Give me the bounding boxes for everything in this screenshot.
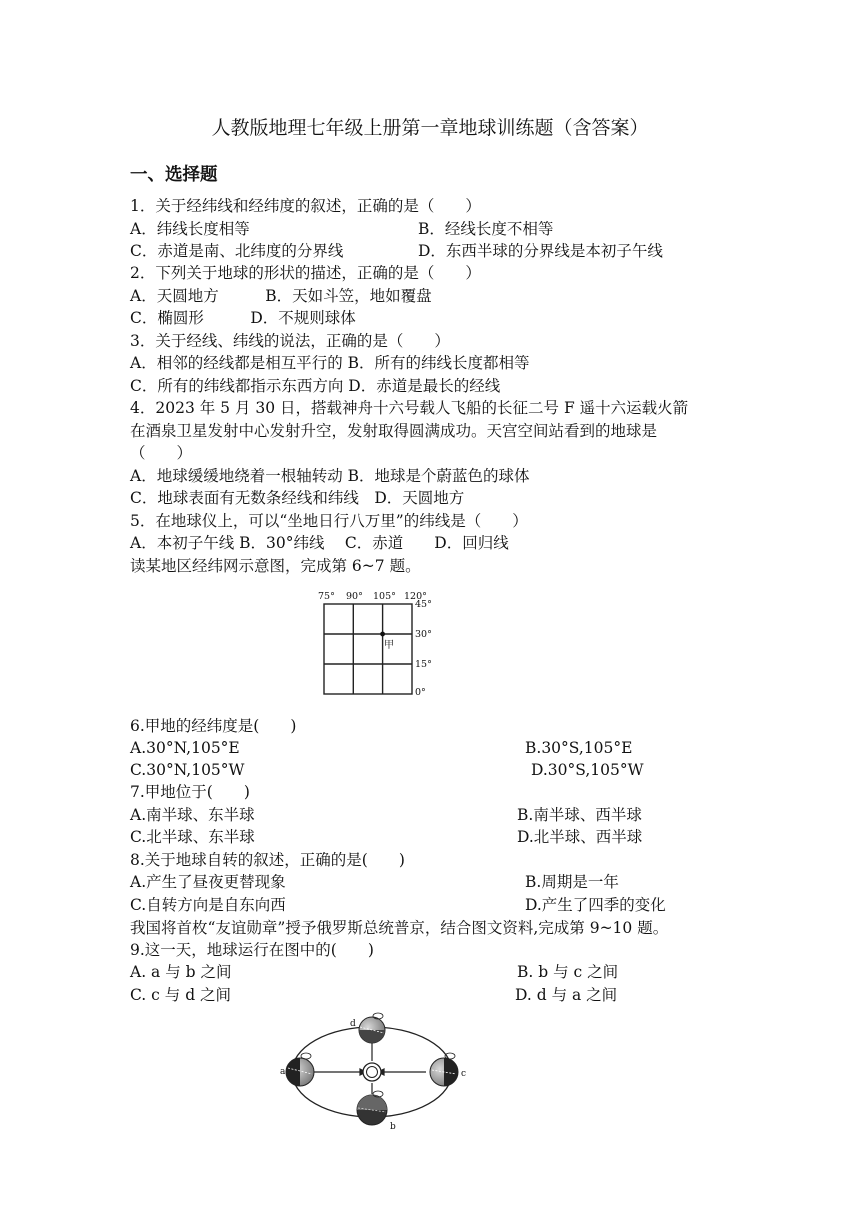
lat-label: 45° [415,599,432,610]
q5-stem: 5．在地球仪上，可以“坐地日行八万里”的纬线是（ ） [130,512,528,530]
lon-label: 120° [404,591,427,602]
q7-option-b: B.南半球、西半球 [517,806,642,824]
q8-option-b: B.周期是一年 [525,873,619,891]
earth-b-icon [357,1091,387,1125]
q1-option-d: D．东西半球的分界线是本初子午线 [418,242,663,260]
q1-stem: 1．关于经纬线和经纬度的叙述，正确的是（ ） [130,197,481,215]
q4-stem-line3: （ ） [130,444,193,462]
q6-option-d: D.30°S,105°W [531,761,644,779]
q3-options-ab: A．相邻的经线都是相互平行的 B．所有的纬线长度都相等 [130,354,530,372]
orbit-label-d: d [350,1019,356,1029]
lon-label: 90° [346,591,363,602]
q9-option-d: D. d 与 a 之间 [515,986,618,1004]
q6-option-c: C.30°N,105°W [130,761,245,779]
intro-6-7: 读某地区经纬网示意图，完成第 6~7 题。 [130,557,421,575]
q2-stem: 2．下列关于地球的形状的描述，正确的是（ ） [130,264,481,282]
q1-option-a: A．纬线长度相等 [130,220,250,238]
q5-options: A．本初子午线 B．30°纬线 C．赤道 D．回归线 [130,534,509,552]
point-jia-label: 甲 [384,640,394,651]
lat-label: 15° [415,659,432,670]
q8-option-a: A.产生了昼夜更替现象 [130,873,286,891]
intro-9-10: 我国将首枚“友谊勋章”授予俄罗斯总统普京，结合图文资料,完成第 9~10 题。 [130,919,669,937]
q6-stem: 6.甲地的经纬度是( ) [130,717,297,735]
orbit-label-a: a [280,1067,286,1077]
q2-options-ab: A．天圆地方 B．天如斗笠，地如覆盘 [130,287,432,305]
q2-options-cd: C．椭圆形 D．不规则球体 [130,309,356,327]
earth-d-icon [359,1013,385,1043]
lon-label: 75° [318,591,335,602]
earth-c-icon [430,1053,458,1086]
q4-options-ab: A．地球缓缓地绕着一根轴转动 B．地球是个蔚蓝色的球体 [130,467,530,485]
q9-option-a: A. a 与 b 之间 [130,963,232,981]
orbit-label-c: c [461,1069,467,1079]
q1-option-c: C．赤道是南、北纬度的分界线 [130,242,344,260]
q1-option-b: B．经线长度不相等 [418,220,554,238]
lon-label: 105° [373,591,396,602]
q3-stem: 3．关于经线、纬线的说法，正确的是（ ） [130,332,450,350]
q6-option-b: B.30°S,105°E [525,739,633,757]
section-heading: 一、选择题 [130,165,218,185]
q4-stem-line2: 在酒泉卫星发射中心发射升空，发射取得圆满成功。天宫空间站看到的地球是 [130,422,658,440]
q8-stem: 8.关于地球自转的叙述，正确的是( ) [130,851,405,869]
latlon-grid-figure [312,588,442,700]
q6-option-a: A.30°N,105°E [130,739,240,757]
sun-core-icon [367,1067,378,1078]
q8-option-d: D.产生了四季的变化 [525,896,666,914]
q9-option-c: C. c 与 d 之间 [130,986,232,1004]
earth-a-icon [286,1053,314,1086]
earth-orbit-figure [278,1012,478,1132]
q7-stem: 7.甲地位于( ) [130,783,250,801]
page-title: 人教版地理七年级上册第一章地球训练题（含答案） [211,117,649,139]
q4-options-cd: C．地球表面有无数条经线和纬线 D．天圆地方 [130,489,465,507]
q9-stem: 9.这一天，地球运行在图中的( ) [130,941,374,959]
q7-option-a: A.南半球、东半球 [130,806,255,824]
q3-options-cd: C．所有的纬线都指示东西方向 D．赤道是最长的经线 [130,377,501,395]
q8-option-c: C.自转方向是自东向西 [130,896,286,914]
lat-label: 30° [415,629,432,640]
q4-stem-line1: 4．2023 年 5 月 30 日，搭载神舟十六号载人飞船的长征二号 F 遥十六运载火箭 [130,399,689,417]
q9-option-b: B. b 与 c 之间 [517,963,619,981]
point-jia-dot [380,632,385,637]
orbit-label-b: b [390,1122,396,1132]
q7-option-c: C.北半球、东半球 [130,828,255,846]
lat-label: 0° [415,687,426,698]
q7-option-d: D.北半球、西半球 [517,828,643,846]
